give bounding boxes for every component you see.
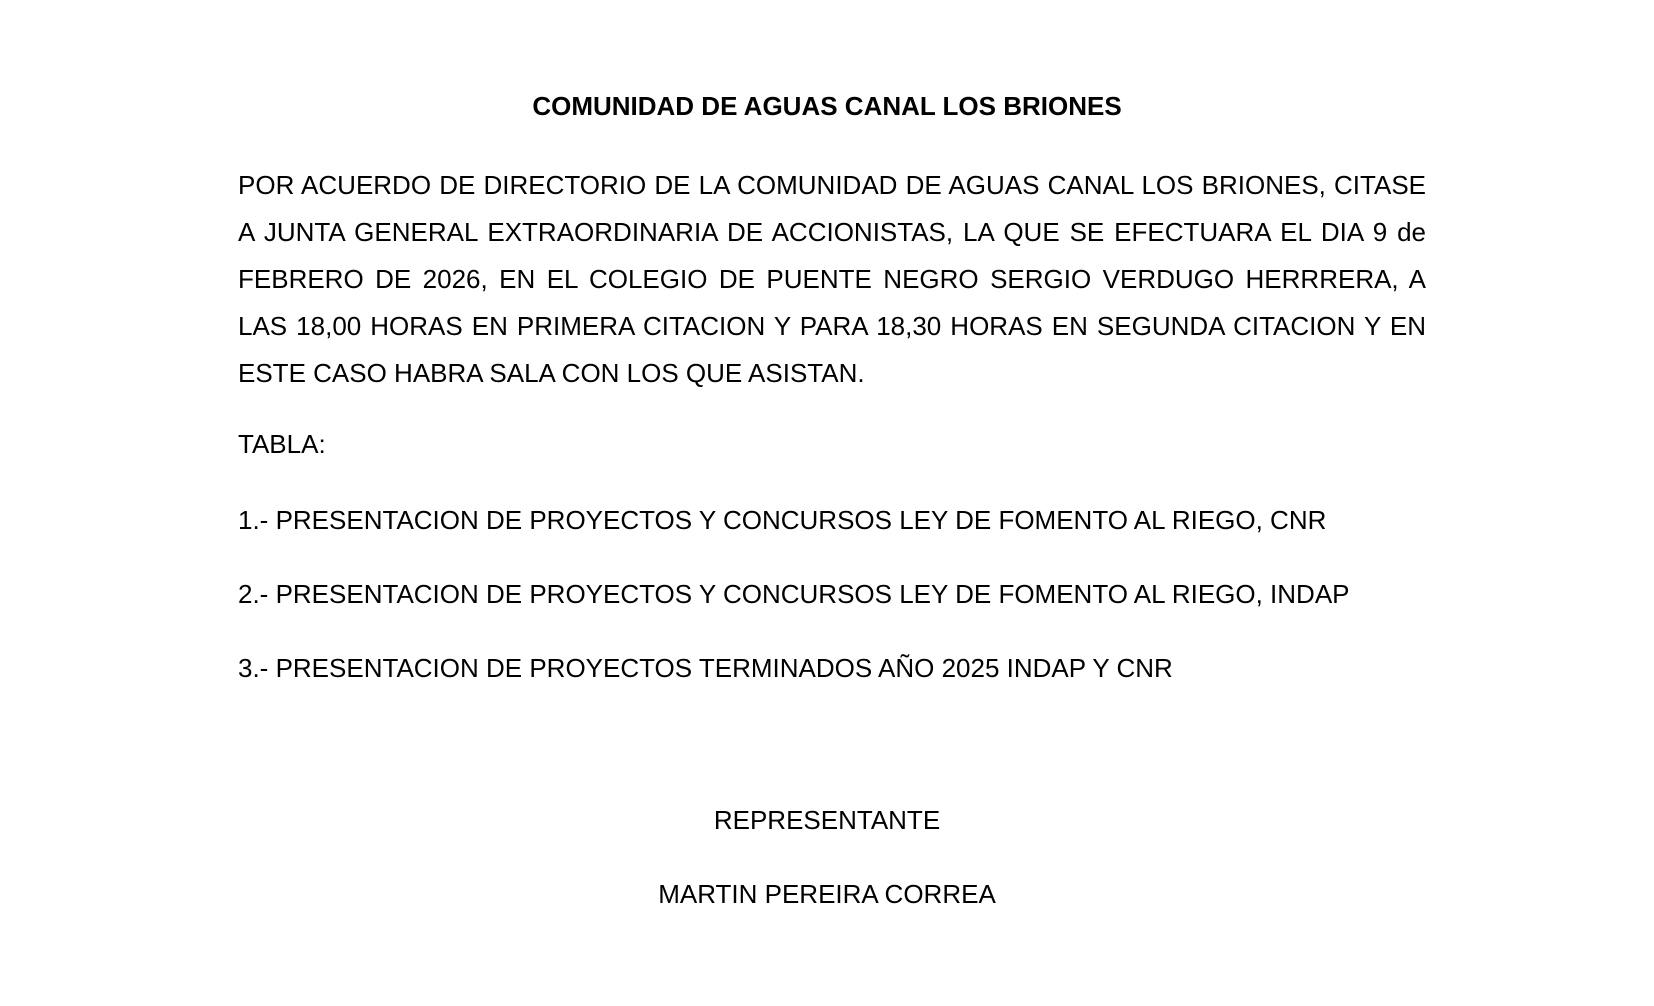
agenda-heading: TABLA:	[238, 429, 326, 459]
signature-role: REPRESENTANTE	[713, 805, 941, 835]
agenda-item-2: 2.- PRESENTACION DE PROYECTOS Y CONCURSOS LEY DE FOMENTO AL RIEGO, INDAP	[238, 579, 1350, 609]
agenda-item-1: 1.- PRESENTACION DE PROYECTOS Y CONCURSOS LEY DE FOMENTO AL RIEGO, CNR	[238, 505, 1327, 535]
agenda-item-3: 3.- PRESENTACION DE PROYECTOS TERMINADOS AÑO 2025 INDAP Y CNR	[238, 653, 1173, 683]
signature-name: MARTIN PEREIRA CORREA	[658, 879, 996, 909]
document-title: COMUNIDAD DE AGUAS CANAL LOS BRIONES	[532, 91, 1122, 121]
citation-paragraph: POR ACUERDO DE DIRECTORIO DE LA COMUNIDAD DE AGUAS CANAL LOS BRIONES, CITASE A JUNTA GENERAL EXTRAORDINARIA DE ACCIONISTAS, LA QUE SE EFECTUARA EL DIA 9 de FEBRERO DE 2026, EN EL COLEGIO DE PUENTE NEGRO SERGIO VERDUGO HERRRERA, A LAS 18,00 HORAS EN PRIMERA CITACION Y PARA 18,30 HORAS EN SEGUNDA CITACION Y EN ESTE CASO HABRA SALA CON LOS QUE ASISTAN.	[238, 170, 1426, 388]
